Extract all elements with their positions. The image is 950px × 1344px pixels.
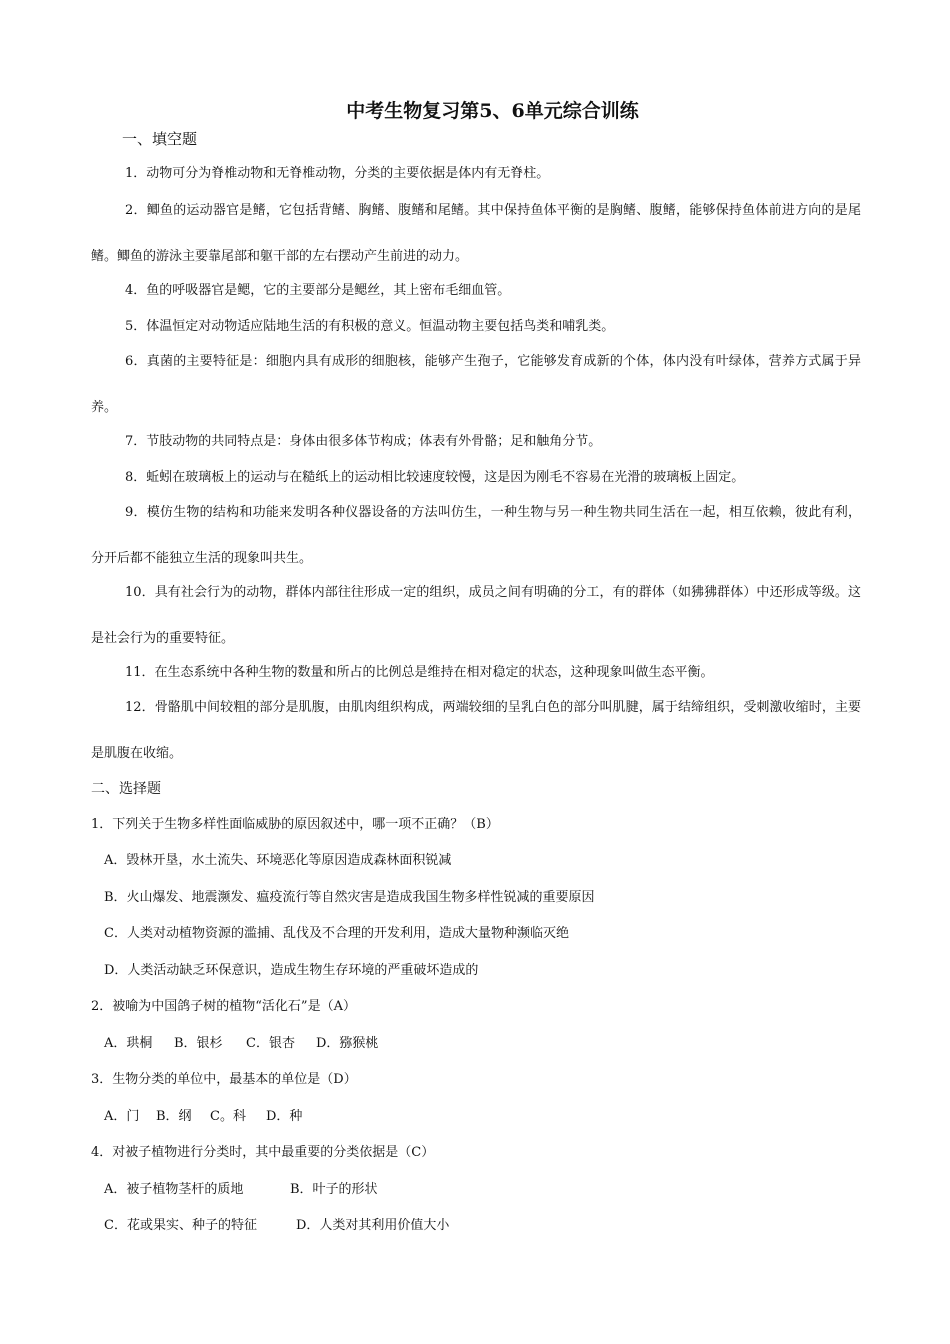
- choice-1-option-c: C．人类对动植物资源的滥捕、乱伐及不合理的开发利用，造成大量物种濒临灭绝: [104, 926, 569, 941]
- choice-4-option-d: D．人类对其利用价值大小: [296, 1218, 450, 1233]
- choice-2-option-a: A．珙桐: [104, 1036, 153, 1051]
- section-heading-fill-in: 一、填空题: [122, 130, 198, 148]
- choice-1-option-b: B．火山爆发、地震濒发、瘟疫流行等自然灾害是造成我国生物多样性锐减的重要原因: [104, 890, 595, 905]
- choice-question-2: 2．被喻为中国鸽子树的植物“活化石”是（A）: [91, 999, 356, 1014]
- document-title: 中考生物复习第5、6单元综合训练: [346, 100, 639, 122]
- choice-question-3: 3．生物分类的单位中，最基本的单位是（D）: [91, 1072, 357, 1087]
- choice-4-option-b: B．叶子的形状: [290, 1182, 378, 1197]
- choice-2-option-d: D．猕猴桃: [316, 1036, 379, 1051]
- fill-item-9: 9．模仿生物的结构和功能来发明各种仪器设备的方法叫仿生，一种生物与另一种生物共同生活在一起，相互依赖，彼此有利，分开后都不能独立生活的现象叫共生。: [91, 505, 861, 566]
- choice-3-option-a: A．门: [104, 1109, 140, 1124]
- choice-1-option-d: D．人类活动缺乏环保意识，造成生物生存环境的严重破坏造成的: [104, 963, 479, 978]
- fill-item-11: 11．在生态系统中各种生物的数量和所占的比例总是维持在相对稳定的状态，这种现象叫做生态平衡。: [125, 665, 714, 680]
- choice-2-option-c: C．银杏: [246, 1036, 295, 1051]
- choice-3-option-d: D．种: [266, 1109, 303, 1124]
- fill-item-10: 10．具有社会行为的动物，群体内部往往形成一定的组织，成员之间有明确的分工，有的群体（如狒狒群体）中还形成等级。这是社会行为的重要特征。: [91, 585, 861, 646]
- choice-3-option-c: C。科: [210, 1109, 246, 1124]
- fill-item-1: 1．动物可分为脊椎动物和无脊椎动物，分类的主要依据是体内有无脊柱。: [125, 166, 550, 181]
- choice-1-option-a: A．毁林开垦，水土流失、环境恶化等原因造成森林面积锐减: [104, 853, 452, 868]
- choice-3-options: [104, 1107, 302, 1127]
- choice-question-4: 4．对被子植物进行分类时，其中最重要的分类依据是（C）: [91, 1145, 435, 1160]
- choice-2-options: [104, 1034, 378, 1054]
- choice-question-1: 1．下列关于生物多样性面临威胁的原因叙述中，哪一项不正确？（B）: [91, 817, 499, 832]
- fill-item-12: 12．骨骼肌中间较粗的部分是肌腹，由肌肉组织构成，两端较细的呈乳白色的部分叫肌腱，属于结缔组织，受刺激收缩时，主要是肌腹在收缩。: [91, 700, 861, 761]
- fill-item-7: 7．节肢动物的共同特点是：身体由很多体节构成；体表有外骨骼；足和触角分节。: [125, 434, 602, 449]
- section-heading-choice: 二、选择题: [91, 781, 161, 797]
- fill-item-8: 8．蚯蚓在玻璃板上的运动与在糙纸上的运动相比较速度较慢，这是因为刚毛不容易在光滑的玻璃板上固定。: [125, 470, 745, 485]
- fill-item-6: 6．真菌的主要特征是：细胞内具有成形的细胞核，能够产生孢子，它能够发育成新的个体，体内没有叶绿体，营养方式属于异养。: [91, 354, 861, 415]
- choice-3-option-b: B．纲: [156, 1109, 192, 1124]
- choice-4-option-c: C．花或果实、种子的特征: [104, 1218, 257, 1233]
- choice-4-options-row2: [104, 1216, 449, 1236]
- fill-item-2: 2．鲫鱼的运动器官是鳍，它包括背鳍、胸鳍、腹鳍和尾鳍。其中保持鱼体平衡的是胸鳍、腹鳍，能够保持鱼体前进方向的是尾鳍。鲫鱼的游泳主要靠尾部和躯干部的左右摆动产生前进的动力。: [91, 203, 861, 264]
- choice-4-option-a: A．被子植物茎杆的质地: [104, 1182, 244, 1197]
- choice-4-options-row1: [104, 1180, 378, 1200]
- fill-item-4: 4．鱼的呼吸器官是鳃，它的主要部分是鳃丝，其上密布毛细血管。: [125, 283, 511, 298]
- choice-2-option-b: B．银杉: [174, 1036, 223, 1051]
- fill-item-5: 5．体温恒定对动物适应陆地生活的有积极的意义。恒温动物主要包括鸟类和哺乳类。: [125, 319, 615, 334]
